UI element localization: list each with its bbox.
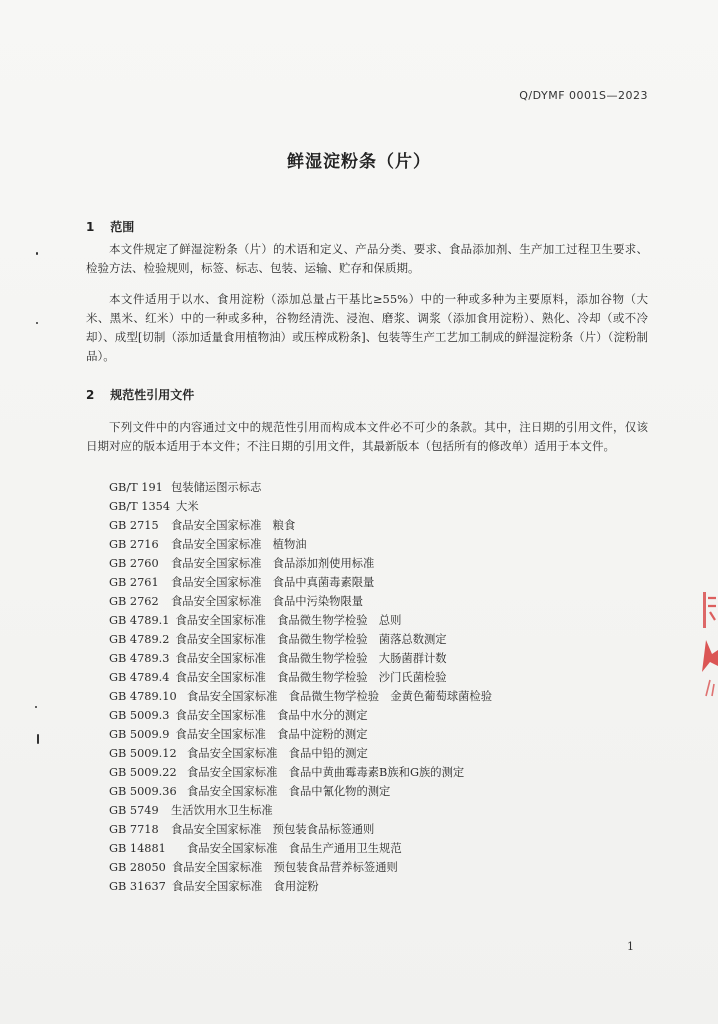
- reference-title: 食品安全国家标准 食品中真菌毒素限量: [171, 576, 375, 589]
- reference-item: [109, 630, 492, 649]
- section-number: 2: [86, 388, 95, 402]
- reference-code: GB/T 1354: [109, 500, 171, 513]
- reference-item: [109, 687, 492, 706]
- reference-item: [109, 573, 492, 592]
- reference-code: GB 4789.2: [109, 633, 170, 646]
- reference-title: 食品安全国家标准 食品中铅的测定: [187, 747, 368, 760]
- reference-title: 食品安全国家标准 食品微生物学检验 菌落总数测定: [175, 633, 447, 646]
- reference-title: 大米: [176, 500, 199, 513]
- reference-item: [109, 535, 492, 554]
- reference-title: 食品安全国家标准 食品微生物学检验 总则: [175, 614, 402, 627]
- reference-item: [109, 706, 492, 725]
- reference-code: GB 2761: [109, 576, 159, 589]
- scan-speck: [36, 252, 38, 255]
- reference-item: [109, 801, 492, 820]
- reference-item: [109, 782, 492, 801]
- scope-paragraph-2: 本文件适用于以水、食用淀粉（添加总量占干基比≥55%）中的一种或多种为主要原料，添加谷物（大米、黑米、红米）中的一种或多种，谷物经清洗、浸泡、磨浆、调浆（添加食用淀粉）、熟化、冷却（或不冷却）、成型[切制（添加适量食用植物油）或压榨成粉条]、包装等生产工艺加工制成的鲜湿淀粉条（片）（淀粉制品）。: [86, 292, 648, 363]
- reference-code: GB 4789.1: [109, 614, 170, 627]
- reference-item: [109, 497, 492, 516]
- reference-code: GB 5009.3: [109, 709, 170, 722]
- document-title: 鲜湿淀粉条（片）: [287, 152, 431, 172]
- reference-code: GB 7718: [109, 823, 159, 836]
- reference-title: 食品安全国家标准 食品微生物学检验 沙门氏菌检验: [175, 671, 447, 684]
- reference-item: [109, 554, 492, 573]
- reference-title: 生活饮用水卫生标准: [171, 804, 273, 817]
- reference-item: [109, 763, 492, 782]
- section-2-heading: [86, 386, 194, 403]
- reference-code: GB 5009.9: [109, 728, 170, 741]
- reference-item: [109, 877, 492, 896]
- reference-code: GB 2762: [109, 595, 159, 608]
- scan-speck: [36, 322, 38, 324]
- reference-code: GB 4789.4: [109, 671, 170, 684]
- reference-title: 食品安全国家标准 食品中黄曲霉毒素B族和G族的测定: [187, 766, 465, 779]
- reference-item: [109, 744, 492, 763]
- reference-code: GB 5749: [109, 804, 159, 817]
- reference-title: 食品安全国家标准 食品中氰化物的测定: [187, 785, 391, 798]
- reference-title: 食品安全国家标准 食品中水分的测定: [175, 709, 368, 722]
- reference-code: GB 2716: [109, 538, 159, 551]
- reference-item: [109, 516, 492, 535]
- normative-references-list: [109, 478, 492, 896]
- reference-title: 食品安全国家标准 植物油: [171, 538, 307, 551]
- reference-title: 食品安全国家标准 预包装食品标签通则: [171, 823, 375, 836]
- reference-item: [109, 839, 492, 858]
- reference-item: [109, 820, 492, 839]
- reference-code: GB 5009.12: [109, 747, 177, 760]
- reference-item: [109, 858, 492, 877]
- reference-code: GB 4789.10: [109, 690, 177, 703]
- reference-title: 食品安全国家标准 食品生产通用卫生规范: [187, 842, 402, 855]
- reference-item: [109, 649, 492, 668]
- reference-code: GB 31637: [109, 880, 166, 893]
- seal-stamp-fragment-icon: [698, 592, 718, 704]
- standard-code: Q/DYMF 0001S—2023: [519, 89, 648, 102]
- reference-title: 食品安全国家标准 食品中污染物限量: [171, 595, 364, 608]
- reference-code: GB 4789.3: [109, 652, 170, 665]
- section-title: 规范性引用文件: [110, 388, 195, 402]
- scope-paragraph-1: 本文件规定了鲜湿淀粉条（片）的术语和定义、产品分类、要求、食品添加剂、生产加工过程卫生要求、检验方法、检验规则，标签、标志、包装、运输、贮存和保质期。: [86, 242, 648, 275]
- section-number: 1: [86, 220, 95, 234]
- section-1-heading: [86, 218, 134, 235]
- reference-code: GB 5009.36: [109, 785, 177, 798]
- reference-item: [109, 611, 492, 630]
- reference-title: 食品安全国家标准 食品添加剂使用标准: [171, 557, 375, 570]
- reference-item: [109, 668, 492, 687]
- reference-item: [109, 592, 492, 611]
- reference-code: GB 5009.22: [109, 766, 177, 779]
- reference-title: 食品安全国家标准 食用淀粉: [171, 880, 319, 893]
- reference-title: 食品安全国家标准 食品微生物学检验 金黄色葡萄球菌检验: [187, 690, 493, 703]
- reference-title: 包装储运图示标志: [171, 481, 262, 494]
- reference-item: [109, 478, 492, 497]
- reference-item: [109, 725, 492, 744]
- reference-code: GB 2715: [109, 519, 159, 532]
- reference-title: 食品安全国家标准 食品微生物学检验 大肠菌群计数: [175, 652, 447, 665]
- section-title: 范围: [110, 220, 135, 234]
- scan-speck: [37, 734, 39, 744]
- page-number: 1: [627, 940, 634, 953]
- reference-title: 食品安全国家标准 预包装食品营养标签通则: [171, 861, 398, 874]
- reference-title: 食品安全国家标准 粮食: [171, 519, 296, 532]
- references-intro-paragraph: 下列文件中的内容通过文中的规范性引用而构成本文件必不可少的条款。其中，注日期的引用文件，仅该日期对应的版本适用于本文件；不注日期的引用文件，其最新版本（包括所有的修改单）适用于本文件。: [86, 420, 648, 453]
- scan-speck: [35, 706, 37, 708]
- reference-code: GB/T 191: [109, 481, 163, 494]
- reference-title: 食品安全国家标准 食品中淀粉的测定: [175, 728, 368, 741]
- reference-code: GB 14881: [109, 842, 166, 855]
- reference-code: GB 2760: [109, 557, 159, 570]
- reference-code: GB 28050: [109, 861, 166, 874]
